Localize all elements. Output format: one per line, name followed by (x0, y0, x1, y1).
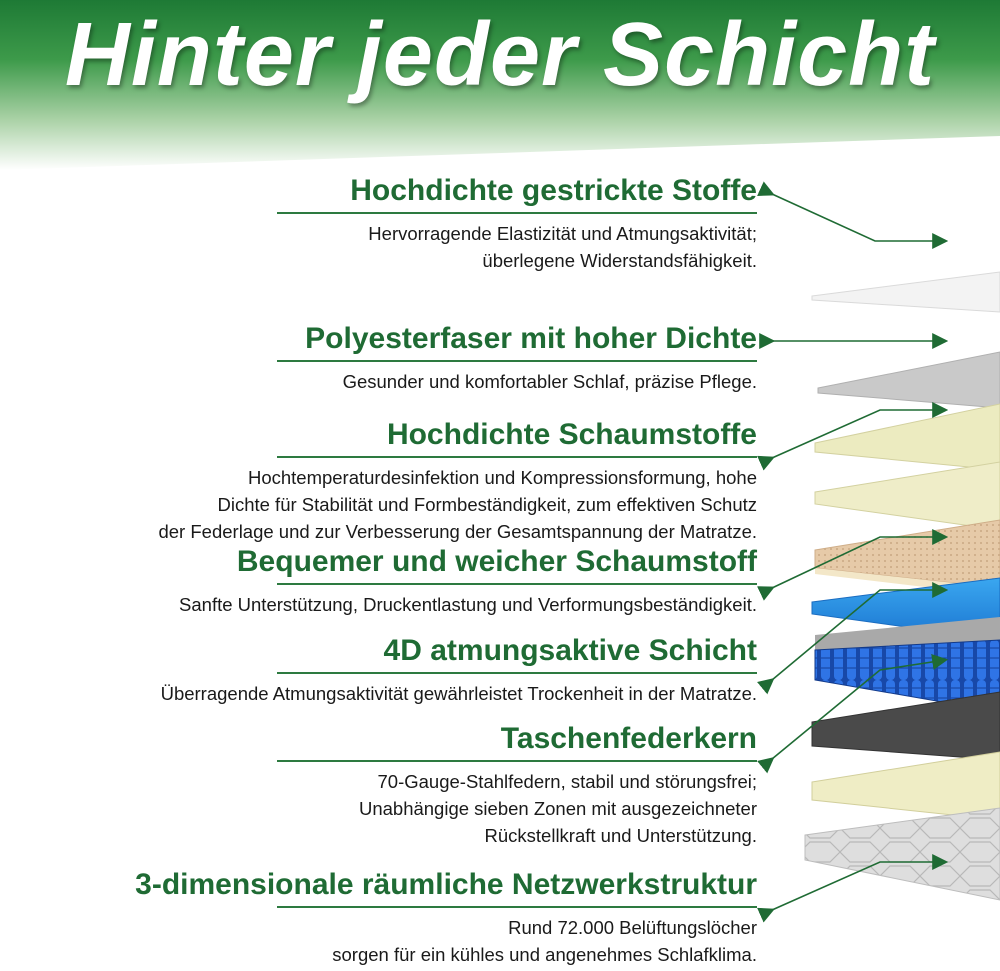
heading-underline (277, 456, 757, 458)
layer-desc-line: Rund 72.000 Belüftungslöcher (508, 917, 757, 938)
layer-heading: Bequemer und weicher Schaumstoff (236, 545, 757, 578)
layer-desc-line: Überragende Atmungsaktivität gewährleistet Trockenheit in der Matratze. (160, 683, 757, 704)
layer-info-polyester-fiber (277, 320, 757, 395)
layer-knitted-fabric (812, 272, 1000, 312)
layer-heading: Hochdichte Schaumstoffe (386, 418, 757, 451)
layer-desc-line: der Federlage und zur Verbesserung der Gesamtspannung der Matratze. (158, 521, 757, 542)
layer-info-pocket-springs (277, 720, 757, 849)
layer-desc-line: 70-Gauge-Stahlfedern, stabil und störungsfrei; (377, 771, 757, 792)
layer-desc-line: Dichte für Stabilität und Formbeständigkeit, zum effektiven Schutz (217, 494, 757, 515)
layer-3d-mesh (805, 808, 1000, 900)
layer-high-density-foam-top (815, 404, 1000, 470)
layer-desc-line: Sanfte Unterstützung, Druckentlastung und Verformungsbeständigkeit. (179, 594, 757, 615)
layer-info-4d-breathable (161, 632, 757, 707)
layer-polyester-fiber (818, 352, 1000, 408)
heading-underline (277, 212, 757, 214)
heading-underline (277, 360, 757, 362)
layer-desc-line: Hochtemperaturdesinfektion und Kompressionsformung, hohe (247, 467, 757, 488)
layer-heading: Polyesterfaser mit hoher Dichte (305, 322, 757, 355)
layer-high-density-foam (815, 462, 1000, 530)
layer-info-3d-mesh (135, 866, 757, 968)
layer-desc-line: Hervorragende Elastizität und Atmungsaktivität; (368, 223, 757, 244)
heading-underline (277, 760, 757, 762)
heading-underline (277, 906, 757, 908)
layer-desc-line: Unabhängige sieben Zonen mit ausgezeichneter (358, 798, 757, 819)
layer-heading: 3-dimensionale räumliche Netzwerkstruktur (135, 868, 757, 901)
layer-desc-line: überlegene Widerstandsfähigkeit. (482, 250, 757, 271)
heading-underline (277, 583, 757, 585)
layer-heading: Taschenfederkern (500, 722, 757, 755)
heading-underline (277, 672, 757, 674)
layer-desc-line: Gesunder und komfortabler Schlaf, präzise Pflege. (342, 371, 757, 392)
layer-heading: Hochdichte gestrickte Stoffe (350, 174, 757, 207)
layer-info-knitted-fabric (277, 172, 757, 274)
page-title: Hinter jeder Schicht (64, 5, 936, 105)
layer-heading: 4D atmungsaktive Schicht (383, 634, 757, 667)
layer-info-high-density-foam (158, 416, 757, 545)
layer-support-foam (812, 752, 1000, 820)
layer-desc-line: sorgen für ein kühles und angenehmes Schlafklima. (332, 944, 757, 965)
layer-info-comfort-foam (179, 543, 757, 618)
layer-desc-line: Rückstellkraft und Unterstützung. (484, 825, 757, 846)
